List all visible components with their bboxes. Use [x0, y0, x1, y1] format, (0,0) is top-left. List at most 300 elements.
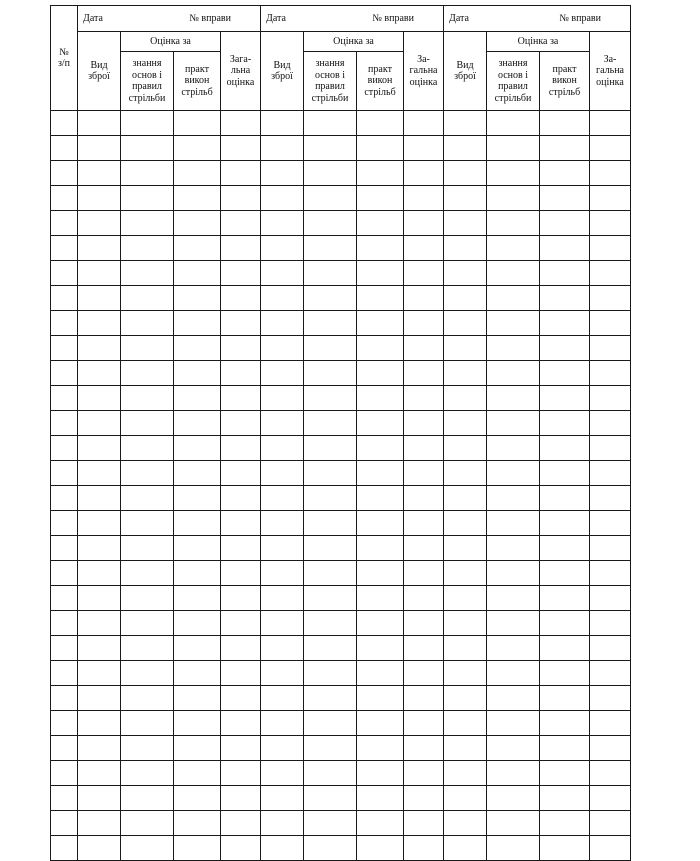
table-cell[interactable] [357, 411, 404, 436]
table-cell[interactable] [51, 561, 78, 586]
table-cell[interactable] [444, 736, 487, 761]
table-cell[interactable] [444, 686, 487, 711]
table-cell[interactable] [540, 261, 590, 286]
table-cell[interactable] [357, 436, 404, 461]
table-cell[interactable] [51, 786, 78, 811]
table-cell[interactable] [51, 186, 78, 211]
table-cell[interactable] [261, 311, 304, 336]
table-cell[interactable] [444, 661, 487, 686]
table-cell[interactable] [261, 536, 304, 561]
table-cell[interactable] [404, 561, 444, 586]
table-cell[interactable] [261, 736, 304, 761]
table-cell[interactable] [51, 636, 78, 661]
table-cell[interactable] [121, 136, 174, 161]
table-cell[interactable] [304, 586, 357, 611]
table-cell[interactable] [404, 311, 444, 336]
table-cell[interactable] [357, 636, 404, 661]
table-cell[interactable] [304, 511, 357, 536]
table-cell[interactable] [404, 636, 444, 661]
table-cell[interactable] [121, 536, 174, 561]
table-cell[interactable] [590, 461, 631, 486]
table-cell[interactable] [404, 461, 444, 486]
table-cell[interactable] [540, 586, 590, 611]
table-cell[interactable] [304, 261, 357, 286]
table-cell[interactable] [540, 486, 590, 511]
table-cell[interactable] [444, 536, 487, 561]
table-cell[interactable] [487, 361, 540, 386]
table-cell[interactable] [121, 436, 174, 461]
table-cell[interactable] [51, 711, 78, 736]
table-cell[interactable] [78, 536, 121, 561]
table-cell[interactable] [357, 161, 404, 186]
table-cell[interactable] [174, 661, 221, 686]
table-cell[interactable] [78, 586, 121, 611]
table-cell[interactable] [174, 786, 221, 811]
table-cell[interactable] [261, 586, 304, 611]
table-cell[interactable] [221, 311, 261, 336]
table-cell[interactable] [78, 336, 121, 361]
table-cell[interactable] [540, 161, 590, 186]
table-cell[interactable] [590, 536, 631, 561]
table-cell[interactable] [121, 361, 174, 386]
table-cell[interactable] [540, 511, 590, 536]
table-cell[interactable] [444, 186, 487, 211]
table-cell[interactable] [121, 561, 174, 586]
table-cell[interactable] [404, 411, 444, 436]
table-cell[interactable] [121, 611, 174, 636]
table-cell[interactable] [174, 386, 221, 411]
table-cell[interactable] [51, 136, 78, 161]
table-cell[interactable] [487, 386, 540, 411]
table-cell[interactable] [121, 211, 174, 236]
table-cell[interactable] [121, 286, 174, 311]
table-cell[interactable] [261, 361, 304, 386]
table-cell[interactable] [174, 636, 221, 661]
table-cell[interactable] [444, 636, 487, 661]
table-cell[interactable] [357, 486, 404, 511]
table-cell[interactable] [590, 236, 631, 261]
table-cell[interactable] [540, 661, 590, 686]
table-cell[interactable] [51, 511, 78, 536]
table-cell[interactable] [540, 711, 590, 736]
table-cell[interactable] [78, 161, 121, 186]
table-cell[interactable] [304, 336, 357, 361]
table-cell[interactable] [121, 636, 174, 661]
table-cell[interactable] [357, 261, 404, 286]
table-cell[interactable] [121, 336, 174, 361]
table-cell[interactable] [404, 811, 444, 836]
table-cell[interactable] [174, 561, 221, 586]
table-cell[interactable] [261, 611, 304, 636]
table-cell[interactable] [404, 611, 444, 636]
table-cell[interactable] [444, 711, 487, 736]
table-cell[interactable] [51, 611, 78, 636]
table-cell[interactable] [357, 236, 404, 261]
table-cell[interactable] [590, 111, 631, 136]
table-cell[interactable] [121, 836, 174, 861]
table-cell[interactable] [304, 361, 357, 386]
table-cell[interactable] [261, 711, 304, 736]
table-cell[interactable] [590, 286, 631, 311]
table-cell[interactable] [221, 561, 261, 586]
table-cell[interactable] [404, 711, 444, 736]
table-cell[interactable] [444, 136, 487, 161]
table-cell[interactable] [487, 411, 540, 436]
table-cell[interactable] [540, 811, 590, 836]
table-cell[interactable] [487, 511, 540, 536]
table-cell[interactable] [357, 336, 404, 361]
table-cell[interactable] [121, 586, 174, 611]
table-cell[interactable] [404, 486, 444, 511]
table-cell[interactable] [590, 661, 631, 686]
table-cell[interactable] [174, 111, 221, 136]
table-cell[interactable] [174, 586, 221, 611]
table-cell[interactable] [221, 236, 261, 261]
table-cell[interactable] [590, 136, 631, 161]
table-cell[interactable] [540, 436, 590, 461]
table-cell[interactable] [261, 411, 304, 436]
table-cell[interactable] [487, 836, 540, 861]
table-cell[interactable] [590, 736, 631, 761]
table-cell[interactable] [51, 461, 78, 486]
table-cell[interactable] [221, 536, 261, 561]
table-cell[interactable] [174, 761, 221, 786]
table-cell[interactable] [590, 186, 631, 211]
table-cell[interactable] [261, 136, 304, 161]
table-cell[interactable] [221, 136, 261, 161]
table-cell[interactable] [51, 361, 78, 386]
table-cell[interactable] [540, 636, 590, 661]
table-cell[interactable] [304, 461, 357, 486]
table-cell[interactable] [357, 286, 404, 311]
table-cell[interactable] [444, 761, 487, 786]
table-cell[interactable] [404, 836, 444, 861]
table-cell[interactable] [51, 261, 78, 286]
table-cell[interactable] [304, 136, 357, 161]
table-cell[interactable] [404, 211, 444, 236]
table-cell[interactable] [404, 736, 444, 761]
table-cell[interactable] [590, 686, 631, 711]
table-cell[interactable] [174, 461, 221, 486]
table-cell[interactable] [78, 186, 121, 211]
table-cell[interactable] [540, 461, 590, 486]
table-cell[interactable] [51, 236, 78, 261]
table-cell[interactable] [304, 236, 357, 261]
table-cell[interactable] [261, 636, 304, 661]
table-cell[interactable] [304, 686, 357, 711]
table-cell[interactable] [51, 161, 78, 186]
table-cell[interactable] [540, 611, 590, 636]
table-cell[interactable] [540, 236, 590, 261]
table-cell[interactable] [487, 111, 540, 136]
table-cell[interactable] [590, 586, 631, 611]
table-cell[interactable] [78, 286, 121, 311]
table-cell[interactable] [444, 161, 487, 186]
table-cell[interactable] [487, 211, 540, 236]
table-cell[interactable] [174, 361, 221, 386]
table-cell[interactable] [78, 111, 121, 136]
table-cell[interactable] [174, 336, 221, 361]
table-cell[interactable] [261, 186, 304, 211]
table-cell[interactable] [357, 736, 404, 761]
table-cell[interactable] [121, 486, 174, 511]
table-cell[interactable] [51, 336, 78, 361]
table-cell[interactable] [540, 211, 590, 236]
table-cell[interactable] [487, 786, 540, 811]
table-cell[interactable] [590, 611, 631, 636]
table-cell[interactable] [404, 436, 444, 461]
table-cell[interactable] [78, 211, 121, 236]
table-cell[interactable] [78, 136, 121, 161]
table-cell[interactable] [78, 486, 121, 511]
table-cell[interactable] [78, 561, 121, 586]
table-cell[interactable] [304, 186, 357, 211]
table-cell[interactable] [487, 561, 540, 586]
table-cell[interactable] [174, 486, 221, 511]
table-cell[interactable] [487, 586, 540, 611]
table-cell[interactable] [444, 511, 487, 536]
table-cell[interactable] [404, 586, 444, 611]
table-cell[interactable] [221, 111, 261, 136]
table-cell[interactable] [444, 236, 487, 261]
table-cell[interactable] [404, 786, 444, 811]
table-cell[interactable] [304, 811, 357, 836]
table-cell[interactable] [174, 311, 221, 336]
table-cell[interactable] [51, 311, 78, 336]
table-cell[interactable] [221, 636, 261, 661]
table-cell[interactable] [304, 486, 357, 511]
table-cell[interactable] [357, 761, 404, 786]
table-cell[interactable] [221, 511, 261, 536]
table-cell[interactable] [261, 486, 304, 511]
table-cell[interactable] [444, 561, 487, 586]
table-cell[interactable] [221, 786, 261, 811]
table-cell[interactable] [261, 786, 304, 811]
table-cell[interactable] [357, 211, 404, 236]
table-cell[interactable] [357, 386, 404, 411]
table-cell[interactable] [221, 711, 261, 736]
table-cell[interactable] [444, 786, 487, 811]
table-cell[interactable] [404, 386, 444, 411]
table-cell[interactable] [261, 561, 304, 586]
table-cell[interactable] [444, 386, 487, 411]
table-cell[interactable] [444, 486, 487, 511]
table-cell[interactable] [404, 536, 444, 561]
table-cell[interactable] [78, 261, 121, 286]
table-cell[interactable] [357, 586, 404, 611]
table-cell[interactable] [590, 336, 631, 361]
table-cell[interactable] [51, 411, 78, 436]
table-cell[interactable] [121, 786, 174, 811]
table-cell[interactable] [51, 436, 78, 461]
table-cell[interactable] [78, 386, 121, 411]
table-cell[interactable] [404, 686, 444, 711]
table-cell[interactable] [444, 461, 487, 486]
table-cell[interactable] [174, 236, 221, 261]
table-cell[interactable] [221, 686, 261, 711]
table-cell[interactable] [590, 386, 631, 411]
table-cell[interactable] [487, 661, 540, 686]
table-cell[interactable] [174, 286, 221, 311]
table-cell[interactable] [174, 136, 221, 161]
table-cell[interactable] [540, 361, 590, 386]
table-cell[interactable] [590, 486, 631, 511]
table-cell[interactable] [221, 386, 261, 411]
table-cell[interactable] [51, 586, 78, 611]
table-cell[interactable] [121, 711, 174, 736]
table-cell[interactable] [174, 411, 221, 436]
table-cell[interactable] [51, 686, 78, 711]
table-cell[interactable] [444, 586, 487, 611]
table-cell[interactable] [487, 311, 540, 336]
table-cell[interactable] [78, 836, 121, 861]
table-cell[interactable] [590, 636, 631, 661]
table-cell[interactable] [221, 411, 261, 436]
table-cell[interactable] [78, 761, 121, 786]
table-cell[interactable] [444, 311, 487, 336]
table-cell[interactable] [304, 311, 357, 336]
table-cell[interactable] [261, 836, 304, 861]
table-cell[interactable] [304, 111, 357, 136]
table-cell[interactable] [487, 236, 540, 261]
table-cell[interactable] [174, 186, 221, 211]
table-cell[interactable] [78, 236, 121, 261]
table-cell[interactable] [304, 536, 357, 561]
table-cell[interactable] [487, 286, 540, 311]
table-cell[interactable] [487, 486, 540, 511]
table-cell[interactable] [261, 211, 304, 236]
table-cell[interactable] [404, 286, 444, 311]
table-cell[interactable] [304, 561, 357, 586]
table-cell[interactable] [540, 286, 590, 311]
table-cell[interactable] [444, 286, 487, 311]
table-cell[interactable] [261, 461, 304, 486]
table-cell[interactable] [121, 736, 174, 761]
table-cell[interactable] [221, 336, 261, 361]
table-cell[interactable] [487, 336, 540, 361]
table-cell[interactable] [261, 111, 304, 136]
table-cell[interactable] [174, 436, 221, 461]
table-cell[interactable] [261, 811, 304, 836]
table-cell[interactable] [487, 711, 540, 736]
table-cell[interactable] [357, 711, 404, 736]
table-cell[interactable] [357, 186, 404, 211]
table-cell[interactable] [444, 436, 487, 461]
table-cell[interactable] [51, 386, 78, 411]
table-cell[interactable] [487, 186, 540, 211]
table-cell[interactable] [174, 711, 221, 736]
table-cell[interactable] [357, 111, 404, 136]
table-cell[interactable] [540, 686, 590, 711]
table-cell[interactable] [357, 686, 404, 711]
table-cell[interactable] [221, 611, 261, 636]
table-cell[interactable] [261, 661, 304, 686]
table-cell[interactable] [540, 186, 590, 211]
table-cell[interactable] [121, 761, 174, 786]
table-cell[interactable] [261, 286, 304, 311]
table-cell[interactable] [51, 811, 78, 836]
table-cell[interactable] [221, 811, 261, 836]
table-cell[interactable] [444, 811, 487, 836]
table-cell[interactable] [357, 536, 404, 561]
table-cell[interactable] [221, 836, 261, 861]
table-cell[interactable] [357, 361, 404, 386]
table-cell[interactable] [444, 836, 487, 861]
table-cell[interactable] [78, 611, 121, 636]
table-cell[interactable] [540, 411, 590, 436]
table-cell[interactable] [51, 836, 78, 861]
table-cell[interactable] [444, 611, 487, 636]
table-cell[interactable] [357, 561, 404, 586]
table-cell[interactable] [487, 736, 540, 761]
table-cell[interactable] [304, 161, 357, 186]
table-cell[interactable] [590, 211, 631, 236]
table-cell[interactable] [404, 261, 444, 286]
table-cell[interactable] [487, 136, 540, 161]
table-cell[interactable] [221, 661, 261, 686]
table-cell[interactable] [221, 586, 261, 611]
table-cell[interactable] [540, 386, 590, 411]
table-cell[interactable] [590, 361, 631, 386]
table-cell[interactable] [404, 511, 444, 536]
table-cell[interactable] [444, 361, 487, 386]
table-cell[interactable] [221, 286, 261, 311]
table-cell[interactable] [444, 111, 487, 136]
table-cell[interactable] [121, 311, 174, 336]
table-cell[interactable] [357, 461, 404, 486]
table-cell[interactable] [540, 561, 590, 586]
table-cell[interactable] [78, 361, 121, 386]
table-cell[interactable] [540, 761, 590, 786]
table-cell[interactable] [357, 136, 404, 161]
table-cell[interactable] [540, 311, 590, 336]
table-cell[interactable] [121, 661, 174, 686]
table-cell[interactable] [221, 261, 261, 286]
table-cell[interactable] [487, 261, 540, 286]
table-cell[interactable] [78, 711, 121, 736]
table-cell[interactable] [51, 111, 78, 136]
table-cell[interactable] [487, 636, 540, 661]
table-cell[interactable] [540, 736, 590, 761]
table-cell[interactable] [404, 761, 444, 786]
table-cell[interactable] [444, 411, 487, 436]
table-cell[interactable] [261, 761, 304, 786]
table-cell[interactable] [590, 561, 631, 586]
table-cell[interactable] [304, 736, 357, 761]
table-cell[interactable] [121, 261, 174, 286]
table-cell[interactable] [487, 436, 540, 461]
table-cell[interactable] [590, 161, 631, 186]
table-cell[interactable] [357, 786, 404, 811]
table-cell[interactable] [221, 211, 261, 236]
table-cell[interactable] [78, 811, 121, 836]
table-cell[interactable] [174, 611, 221, 636]
table-cell[interactable] [357, 511, 404, 536]
table-cell[interactable] [121, 111, 174, 136]
table-cell[interactable] [261, 386, 304, 411]
table-cell[interactable] [304, 761, 357, 786]
table-cell[interactable] [304, 436, 357, 461]
table-cell[interactable] [304, 711, 357, 736]
table-cell[interactable] [540, 111, 590, 136]
table-cell[interactable] [404, 186, 444, 211]
table-cell[interactable] [78, 461, 121, 486]
table-cell[interactable] [590, 786, 631, 811]
table-cell[interactable] [121, 186, 174, 211]
table-cell[interactable] [487, 611, 540, 636]
table-cell[interactable] [487, 686, 540, 711]
table-cell[interactable] [590, 311, 631, 336]
